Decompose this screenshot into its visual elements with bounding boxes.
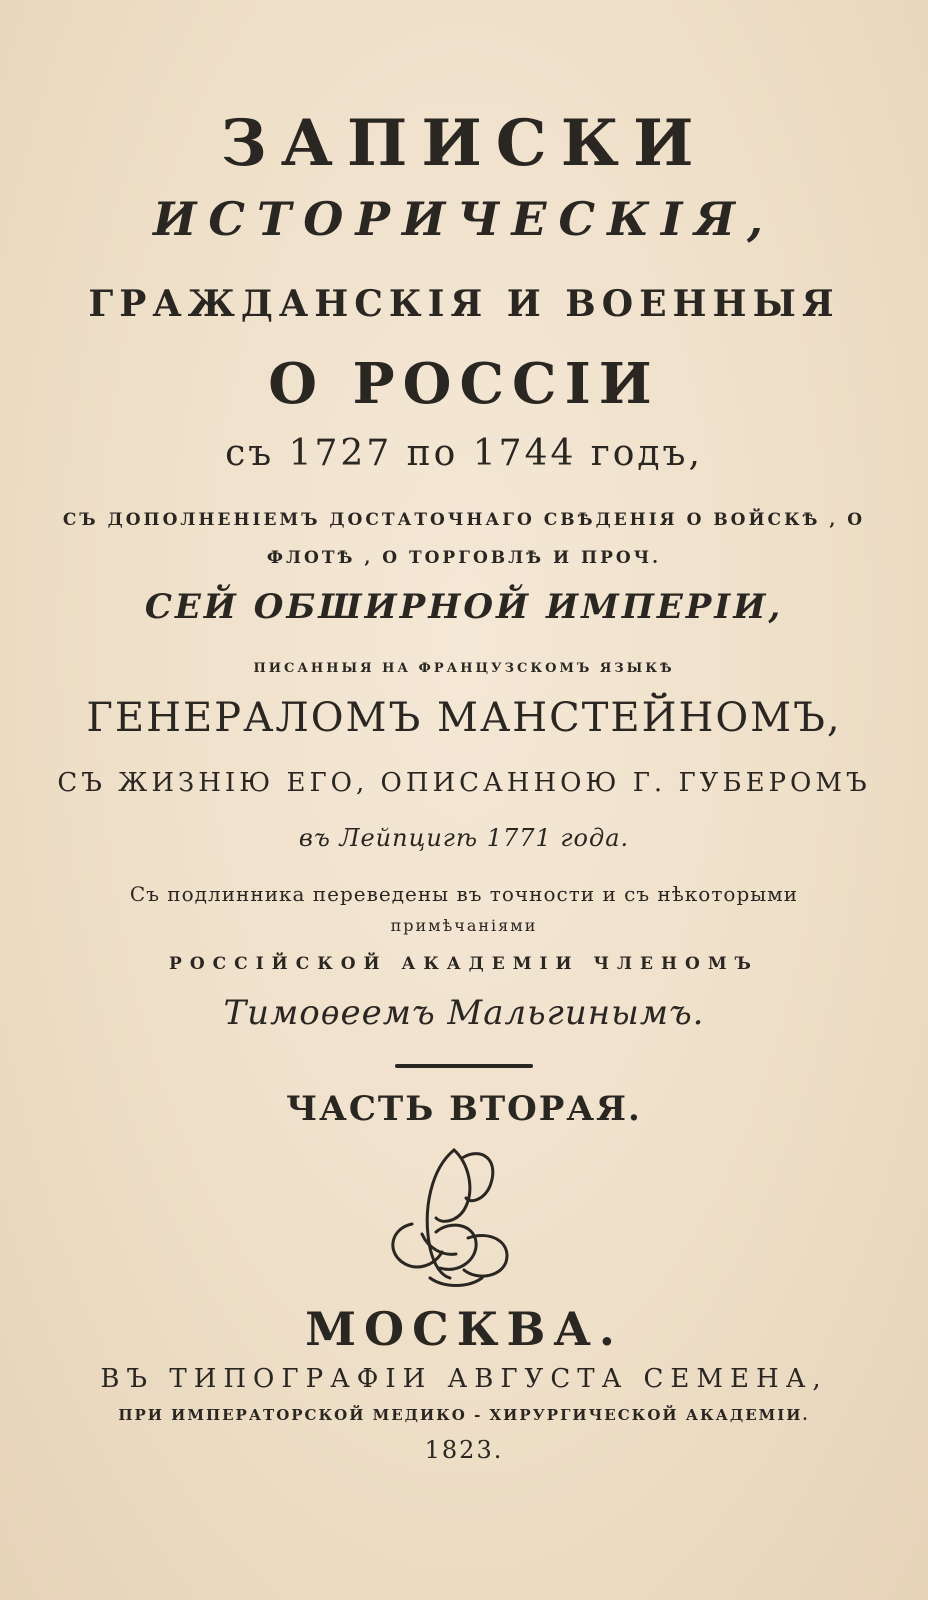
supplement-line-2: ФЛОТѢ , О ТОРГОВЛѢ И ПРОЧ. bbox=[266, 548, 662, 568]
year-line: 1823. bbox=[424, 1436, 504, 1464]
supplement-line-1: СЪ ДОПОЛНЕНІЕМЪ ДОСТАТОЧНАГО СВѢДЕНІЯ О ВОЙСКѢ , О bbox=[62, 510, 866, 530]
life-line: СЪ ЖИЗНІЮ ЕГО, ОПИСАННОЮ Г. ГУБЕРОМЪ bbox=[57, 768, 871, 798]
printer-line-1: ВЪ ТИПОГРАФІИ АВГУСТА СЕМЕНА, bbox=[100, 1364, 828, 1394]
translator-line: Тимоѳеемъ Мальгинымъ. bbox=[223, 993, 705, 1033]
academy-line: РОССІЙСКОЙ АКАДЕМІИ ЧЛЕНОМЪ bbox=[169, 954, 759, 974]
title-line-2: ИСТОРИЧЕСКІЯ, bbox=[152, 192, 776, 246]
printer-monogram-icon bbox=[372, 1138, 532, 1288]
leipzig-line: въ Лейпцигѣ 1771 года. bbox=[298, 824, 630, 852]
translated-line-1: Съ подлинника переведены въ точности и съ нѣкоторыми bbox=[129, 882, 799, 906]
part-line: ЧАСТЬ ВТОРАЯ. bbox=[286, 1089, 642, 1129]
printer-line-2: ПРИ ИМПЕРАТОРСКОЙ МЕДИКО - ХИРУРГИЧЕСКОЙ АКАДЕМІИ. bbox=[118, 1406, 810, 1424]
author-line: ГЕНЕРАЛОМЪ МАНСТЕЙНОМЪ, bbox=[86, 695, 842, 741]
translated-line-2: примѣчаніями bbox=[390, 916, 538, 935]
title-line-4: О РОССІИ bbox=[268, 351, 660, 417]
city-line: МОСКВА. bbox=[305, 1302, 623, 1356]
divider-rule bbox=[395, 1064, 533, 1068]
title-line-3: ГРАЖДАНСКІЯ И ВОЕННЫЯ bbox=[88, 283, 840, 325]
empire-line: СЕЙ ОБШИРНОЙ ИМПЕРІИ, bbox=[144, 587, 784, 627]
written-in-line: ПИСАННЫЯ НА ФРАНЦУЗСКОМЪ ЯЗЫКѢ bbox=[253, 661, 675, 676]
title-line-1: ЗАПИСКИ bbox=[220, 106, 708, 181]
years-line: съ 1727 по 1744 годъ, bbox=[225, 433, 703, 474]
